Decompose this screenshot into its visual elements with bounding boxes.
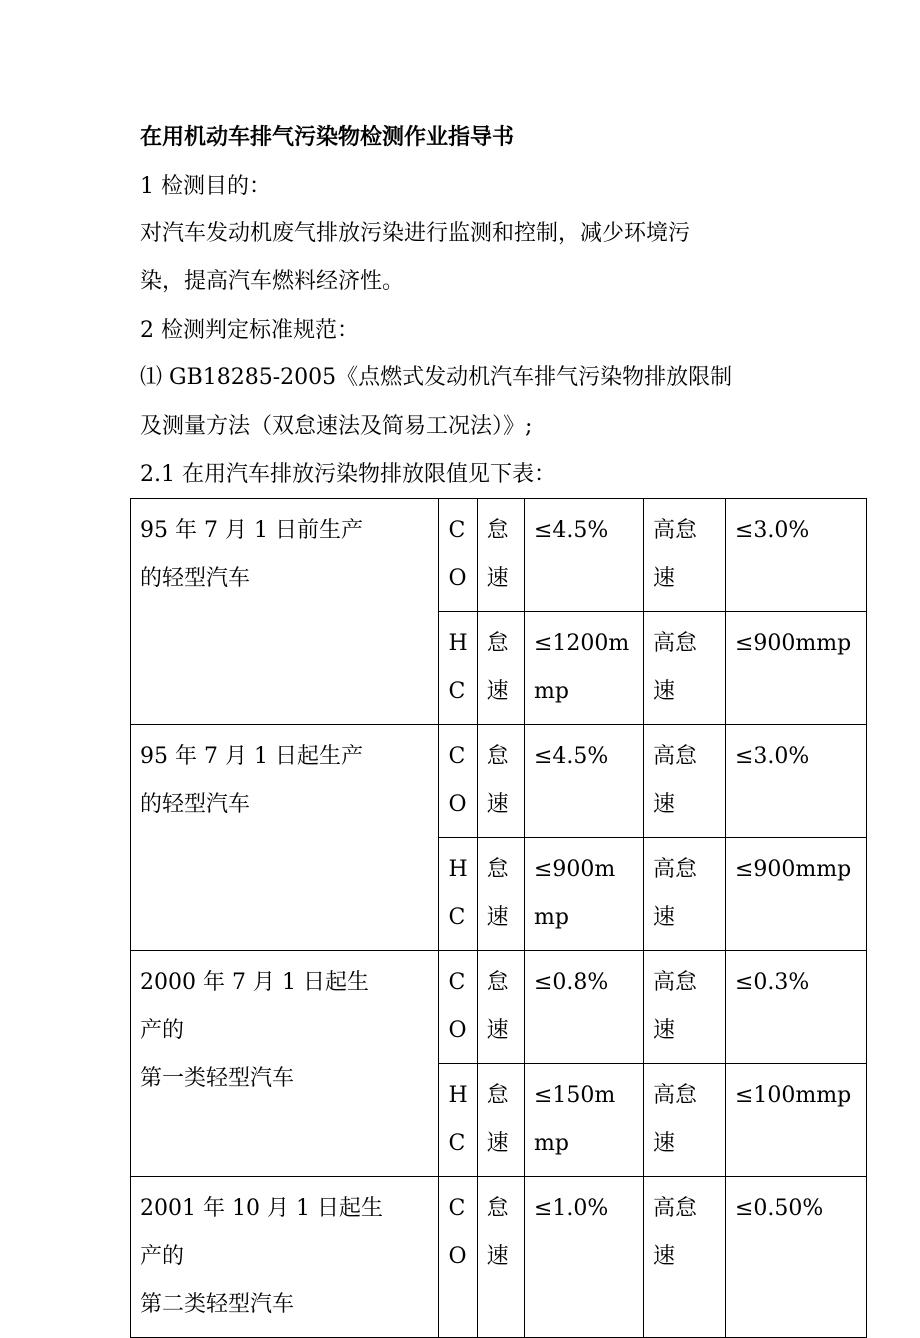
vehicle-category-cell: 95 年 7 月 1 日起生产 的轻型汽车 (131, 725, 439, 951)
pollutant-cell: HC (439, 612, 477, 725)
section-2-1-heading: 2.1 在用汽车排放污染物排放限值见下表： (140, 462, 556, 487)
pollutant-cell: HC (439, 838, 477, 951)
standard-line-1: ⑴ GB18285-2005《点燃式发动机汽车排气污染物排放限制 (140, 365, 733, 390)
high-idle-label-cell: 高怠速 (643, 1177, 725, 1338)
high-idle-label-cell: 高怠速 (643, 612, 725, 725)
idle-limit-cell: ≤4.5% (524, 499, 643, 612)
section-1-text-line-1: 对汽车发动机废气排放污染进行监测和控制，减少环境污 (140, 221, 691, 246)
section-2-heading: 2 检测判定标准规范： (140, 318, 359, 343)
vehicle-category-cell: 2001 年 10 月 1 日起生 产的 第二类轻型汽车 (131, 1177, 439, 1338)
table-row (131, 951, 867, 1064)
table-row (131, 1177, 867, 1338)
idle-label-cell: 怠速 (477, 499, 524, 612)
pollutant-cell: CO (439, 1177, 477, 1338)
idle-label-cell: 怠速 (477, 1177, 524, 1338)
section-1-heading: 1 检测目的： (140, 174, 271, 199)
high-idle-limit-cell: ≤3.0% (726, 499, 867, 612)
high-idle-label-cell: 高怠速 (643, 499, 725, 612)
high-idle-label-cell: 高怠速 (643, 838, 725, 951)
idle-label-cell: 怠速 (477, 951, 524, 1064)
emission-limits-table (130, 498, 867, 1338)
idle-label-cell: 怠速 (477, 1064, 524, 1177)
section-1-text-line-2: 染，提高汽车燃料经济性。 (140, 269, 405, 294)
vehicle-category-cell: 95 年 7 月 1 日前生产 的轻型汽车 (131, 499, 439, 725)
table-row (131, 499, 867, 612)
idle-limit-cell: ≤4.5% (524, 725, 643, 838)
high-idle-limit-cell: ≤900mmp (726, 612, 867, 725)
idle-label-cell: 怠速 (477, 612, 524, 725)
idle-limit-cell: ≤150mmp (524, 1064, 643, 1177)
high-idle-limit-cell: ≤100mmp (726, 1064, 867, 1177)
idle-label-cell: 怠速 (477, 838, 524, 951)
high-idle-label-cell: 高怠速 (643, 1064, 725, 1177)
idle-limit-cell: ≤0.8% (524, 951, 643, 1064)
pollutant-cell: CO (439, 951, 477, 1064)
high-idle-limit-cell: ≤3.0% (726, 725, 867, 838)
table-row (131, 725, 867, 838)
high-idle-label-cell: 高怠速 (643, 725, 725, 838)
pollutant-cell: CO (439, 499, 477, 612)
standard-line-2: 及测量方法（双怠速法及简易工况法）》; (140, 414, 533, 439)
idle-limit-cell: ≤1200mmp (524, 612, 643, 725)
high-idle-limit-cell: ≤900mmp (726, 838, 867, 951)
idle-limit-cell: ≤1.0% (524, 1177, 643, 1338)
pollutant-cell: CO (439, 725, 477, 838)
high-idle-limit-cell: ≤0.3% (726, 951, 867, 1064)
idle-limit-cell: ≤900mmp (524, 838, 643, 951)
pollutant-cell: HC (439, 1064, 477, 1177)
vehicle-category-cell: 2000 年 7 月 1 日起生 产的 第一类轻型汽车 (131, 951, 439, 1177)
high-idle-label-cell: 高怠速 (643, 951, 725, 1064)
document-title: 在用机动车排气污染物检测作业指导书 (140, 125, 515, 150)
high-idle-limit-cell: ≤0.50% (726, 1177, 867, 1338)
idle-label-cell: 怠速 (477, 725, 524, 838)
